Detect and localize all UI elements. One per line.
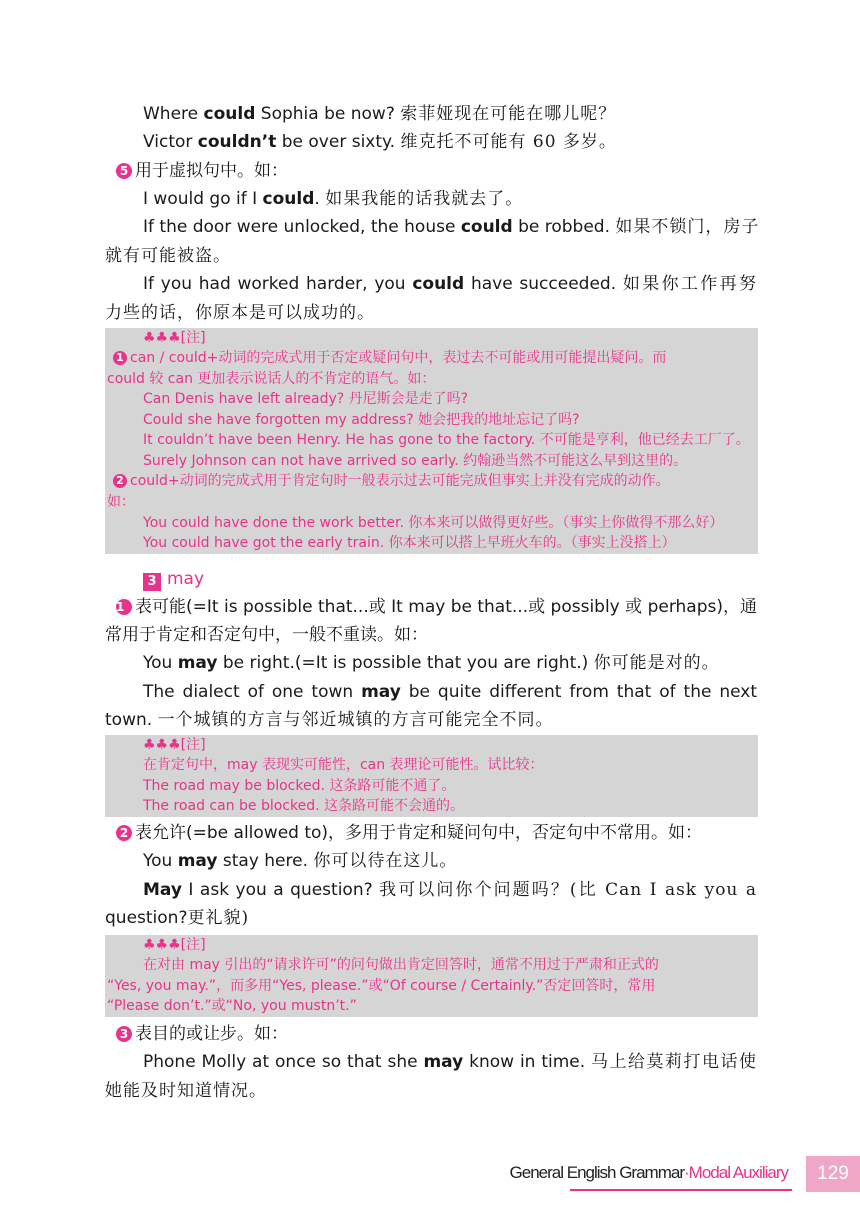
keyword: May — [143, 880, 182, 900]
note-text: 在对由 may 引出的“请求许可”的问句做出肯定回答时，通常不用过于严肃和正式的 — [143, 957, 659, 973]
text: town. — [105, 710, 158, 730]
example-sentence — [143, 273, 757, 295]
text: be right.(=It is possible that you are right.) — [217, 653, 594, 673]
note-text: 如： — [107, 494, 135, 510]
note-heading: ♣♣♣[注] — [143, 330, 206, 346]
keyword: may — [177, 653, 218, 673]
example-sentence — [143, 188, 757, 210]
footer-rule — [570, 1189, 792, 1191]
keyword: could — [460, 217, 513, 237]
usage-heading — [116, 822, 768, 844]
chapter-title: Modal Auxiliary — [688, 1163, 788, 1182]
example-sentence — [143, 131, 757, 153]
note-box — [105, 735, 758, 817]
keyword: could — [262, 189, 315, 209]
note-heading: ♣♣♣[注] — [143, 937, 206, 953]
note-example: Surely Johnson can not have arrived so early. 约翰逊当然不可能这么早到这里的。 — [143, 453, 688, 469]
text: I would go if I — [143, 189, 263, 209]
number-badge: 3 — [116, 1026, 132, 1042]
example-continuation — [105, 1080, 757, 1102]
note-text: “Please don’t.”或“No, you mustn’t.” — [107, 998, 357, 1014]
text: Victor — [143, 132, 198, 152]
example-sentence — [143, 681, 757, 703]
example-sentence — [143, 879, 757, 901]
note-text: 2 could+动词的完成式用于肯定句时一般表示过去可能完成但事实上并没有完成的动作。 — [113, 471, 670, 491]
example-sentence — [143, 216, 760, 238]
keyword: may — [177, 851, 218, 871]
keyword: could — [203, 104, 256, 124]
keyword: may — [361, 682, 401, 702]
translation: 我可以问你个问题吗？(比 Can I ask you a — [379, 880, 757, 900]
note-example: The road may be blocked. 这条路可能不通了。 — [143, 778, 456, 794]
section-number: 3 — [143, 573, 161, 591]
book-title: General English Grammar — [509, 1163, 684, 1182]
note-example: Could she have forgotten my address? 她会把我的地址忘记了吗? — [143, 412, 580, 428]
keyword: may — [423, 1052, 464, 1072]
text: be robbed. — [512, 217, 616, 237]
heading-text: 表目的或让步。如： — [135, 1024, 288, 1044]
text: The dialect of one town — [143, 682, 362, 702]
text: You — [143, 851, 178, 871]
number-badge: 5 — [116, 163, 132, 179]
example-sentence — [143, 652, 757, 674]
translation: 你可能是对的。 — [593, 653, 720, 673]
separator: · — [684, 1163, 689, 1182]
section-heading — [143, 568, 204, 591]
note-example: It couldn’t have been Henry. He has gone to the factory. 不可能是亨利，他已经去工厂了。 — [143, 432, 750, 448]
usage-heading — [116, 1023, 768, 1045]
number-badge: 1 — [116, 599, 132, 615]
note-example: Can Denis have left already? 丹尼斯会是走了吗? — [143, 391, 469, 407]
example-continuation — [105, 302, 757, 324]
example-sentence — [143, 103, 757, 125]
example-continuation — [105, 907, 757, 929]
text: have succeeded. — [464, 274, 623, 294]
running-footer — [510, 1162, 788, 1184]
keyword: couldn’t — [197, 132, 277, 152]
translation: 力些的话，你原本是可以成功的。 — [105, 303, 375, 323]
translation: 马上给莫莉打电话使 — [591, 1052, 758, 1072]
text: stay here. — [217, 851, 314, 871]
heading-text: 常用于肯定和否定句中，一般不重读。如： — [105, 625, 428, 645]
keyword: could — [412, 274, 465, 294]
usage-continuation — [105, 624, 757, 646]
text: If you had worked harder, you — [143, 274, 413, 294]
translation: 就有可能被盗。 — [105, 246, 231, 266]
text: If the door were unlocked, the house — [143, 217, 461, 237]
note-box — [105, 328, 758, 554]
example-continuation — [105, 709, 757, 731]
usage-heading — [116, 160, 768, 182]
note-example: You could have got the early train. 你本来可以搭上早班火车的。（事实上没搭上） — [143, 535, 676, 551]
example-sentence — [143, 850, 757, 872]
note-text: 1 can / could+动词的完成式用于否定或疑问句中，表过去不可能或用可能提出疑问。而 — [113, 348, 666, 368]
heading-text: 表可能(=It is possible that...或 It may be that...或 possibly 或 perhaps)，通 — [135, 597, 757, 617]
translation: 如果不锁门，房子 — [615, 217, 760, 237]
text: question? — [105, 908, 188, 928]
translation: 更礼貌) — [187, 908, 250, 928]
heading-text: 用于虚拟句中。如： — [135, 161, 288, 181]
number-badge: 2 — [113, 474, 127, 488]
text: I ask you a question? — [181, 880, 380, 900]
note-text: could 较 can 更加表示说话人的不肯定的语气。如： — [107, 371, 436, 387]
note-text: 在肯定句中，may 表现实可能性，can 表理论可能性。试比较： — [143, 757, 544, 773]
number-badge: 2 — [116, 825, 132, 841]
text: Sophia be now? — [255, 104, 401, 124]
translation: 她能及时知道情况。 — [105, 1081, 267, 1101]
translation: 你可以待在这儿。 — [313, 851, 458, 871]
text: know in time. — [463, 1052, 592, 1072]
translation: 索菲娅现在可能在哪儿呢？ — [400, 104, 617, 124]
translation: 如果你工作再努 — [622, 274, 758, 294]
text: be quite different from that of the next — [400, 682, 758, 702]
text: . — [314, 189, 326, 209]
translation: 一个城镇的方言与邻近城镇的方言可能完全不同。 — [157, 710, 554, 730]
page-number: 129 — [806, 1156, 860, 1192]
heading-text: 表允许(=be allowed to)，多用于肯定和疑问句中，否定句中不常用。如： — [135, 823, 703, 843]
note-example: You could have done the work better. 你本来可以做得更好些。（事实上你做得不那么好） — [143, 515, 724, 531]
note-heading: ♣♣♣[注] — [143, 737, 206, 753]
note-box — [105, 935, 758, 1017]
section-title: may — [167, 569, 205, 589]
text: Where — [143, 104, 204, 124]
usage-heading — [116, 596, 757, 618]
note-text: “Yes, you may.”，而多用“Yes, please.”或“Of course / Certainly.”否定回答时，常用 — [107, 978, 656, 994]
text: You — [143, 653, 178, 673]
translation: 如果我能的话我就去了。 — [325, 189, 524, 209]
example-continuation — [105, 245, 757, 267]
note-example: The road can be blocked. 这条路可能不会通的。 — [143, 798, 465, 814]
translation: 维克托不可能有 60 多岁。 — [400, 132, 617, 152]
number-badge: 1 — [113, 351, 127, 365]
text: be over sixty. — [276, 132, 401, 152]
example-sentence — [143, 1051, 757, 1073]
text: Phone Molly at once so that she — [143, 1052, 424, 1072]
